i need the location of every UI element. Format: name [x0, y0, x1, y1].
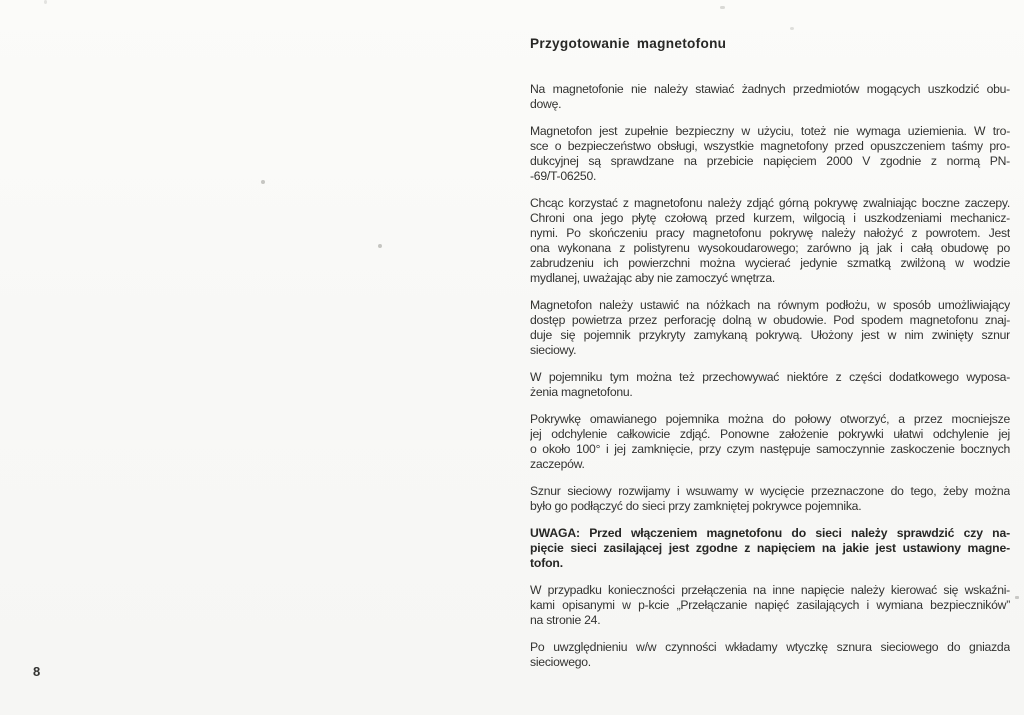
paragraph — [530, 124, 1010, 184]
text-line: mydlanej, uważając aby nie zamoczyć wnętrza. — [530, 271, 776, 285]
text-line: pięcie sieci zasilającej jest zgodne z napięciem na jakie jest ustawiony magne- — [530, 541, 1010, 555]
scan-speck — [790, 27, 794, 30]
text-line: Chcąc korzystać z magnetofonu należy zdjąć górną pokrywę zwalniając boczne zaczepy. — [530, 196, 1010, 210]
text-line: dukcyjnej są sprawdzane na przebicie napięciem 2000 V zgodnie z normą PN- — [530, 154, 1010, 168]
paragraph — [530, 640, 1010, 670]
text-line: Chroni ona jego płytę czołową przed kurzem, wilgocią i uszkodzeniami mechanicz- — [530, 211, 1010, 225]
text-line: Sznur sieciowy rozwijamy i wsuwamy w wycięcie przeznaczone do tego, żeby można — [530, 484, 1010, 498]
text-line: jej odchylenie całkowicie zdjąć. Ponowne założenie pokrywki ułatwi odchylenie jej — [530, 427, 1010, 441]
text-line: duje się pojemnik przykryty zamykaną pokrywą. Ułożony jest w nim zwinięty sznur — [530, 328, 1010, 342]
paragraph — [530, 583, 1010, 628]
text-column — [530, 36, 1010, 670]
page-number: 8 — [33, 664, 41, 679]
scan-speck — [378, 244, 382, 248]
text-line: tofon. — [530, 556, 563, 570]
scan-speck — [261, 180, 265, 184]
text-line: Magnetofon należy ustawić na nóżkach na równym podłożu, w sposób umożliwiający — [530, 298, 1010, 312]
text-line: zabrudzeniu ich powierzchni można wycierać jedynie szmatką zwilżoną w wodzie — [530, 256, 1010, 270]
paragraph — [530, 298, 1010, 358]
text-line: Magnetofon jest zupełnie bezpieczny w użyciu, toteż nie wymaga uziemienia. W tro- — [530, 124, 1010, 138]
text-line: o około 100° i jej zamknięcie, przy czym następuje samoczynnie zaskoczenie bocznych — [530, 442, 1010, 456]
text-line: -69/T-06250. — [530, 169, 597, 183]
text-line: Pokrywkę omawianego pojemnika można do połowy otworzyć, a przez mocniejsze — [530, 412, 1010, 426]
text-line: nymi. Po skończeniu pracy magnetofonu pokrywę należy nałożyć z powrotem. Jest — [530, 226, 1010, 240]
paragraph — [530, 370, 1010, 400]
text-line: sieciowy. — [530, 343, 577, 357]
text-line: W przypadku konieczności przełączenia na inne napięcie należy kierować się wskaźni- — [530, 583, 1010, 597]
text-line: żenia magnetofonu. — [530, 385, 633, 399]
text-line: Po uwzględnieniu w/w czynności wkładamy wtyczkę sznura sieciowego do gniazda — [530, 640, 1010, 654]
paragraph — [530, 412, 1010, 472]
text-line: dowę. — [530, 97, 562, 111]
text-line: W pojemniku tym można też przechowywać niektóre z części dodatkowego wyposa- — [530, 370, 1010, 384]
text-line: Na magnetofonie nie należy stawiać żadnych przedmiotów mogących uszkodzić obu- — [530, 82, 1010, 96]
text-line: ona wykonana z polistyrenu wysokoudarowego; zarówno ją jak i całą obudowę po — [530, 241, 1010, 255]
text-line: na stronie 24. — [530, 613, 601, 627]
paragraph — [530, 484, 1010, 514]
text-line: było go podłączyć do sieci przy zamkniętej pokrywce pojemnika. — [530, 499, 862, 513]
text-line: sce o bezpieczeństwo obsługi, wszystkie magnetofony przed opuszczeniem taśmy pro- — [530, 139, 1010, 153]
scan-speck — [720, 6, 725, 9]
text-line: kami opisanymi w p-kcie „Przełączanie napięć zasilających i wymiana bezpieczników” — [530, 598, 1010, 612]
text-line: dostęp powietrza przez perforację dolną w obudowie. Pod spodem magnetofonu znaj- — [530, 313, 1010, 327]
warning-paragraph — [530, 526, 1010, 571]
text-line: UWAGA: Przed włączeniem magnetofonu do sieci należy sprawdzić czy na- — [530, 526, 1010, 540]
scan-speck — [44, 0, 47, 4]
text-line: zaczepów. — [530, 457, 585, 471]
paragraph — [530, 196, 1010, 286]
document-body — [530, 82, 1010, 670]
paragraph — [530, 82, 1010, 112]
scan-speck — [1015, 596, 1019, 599]
page-title: Przygotowanie magnetofonu — [530, 36, 727, 51]
text-line: sieciowego. — [530, 655, 591, 669]
